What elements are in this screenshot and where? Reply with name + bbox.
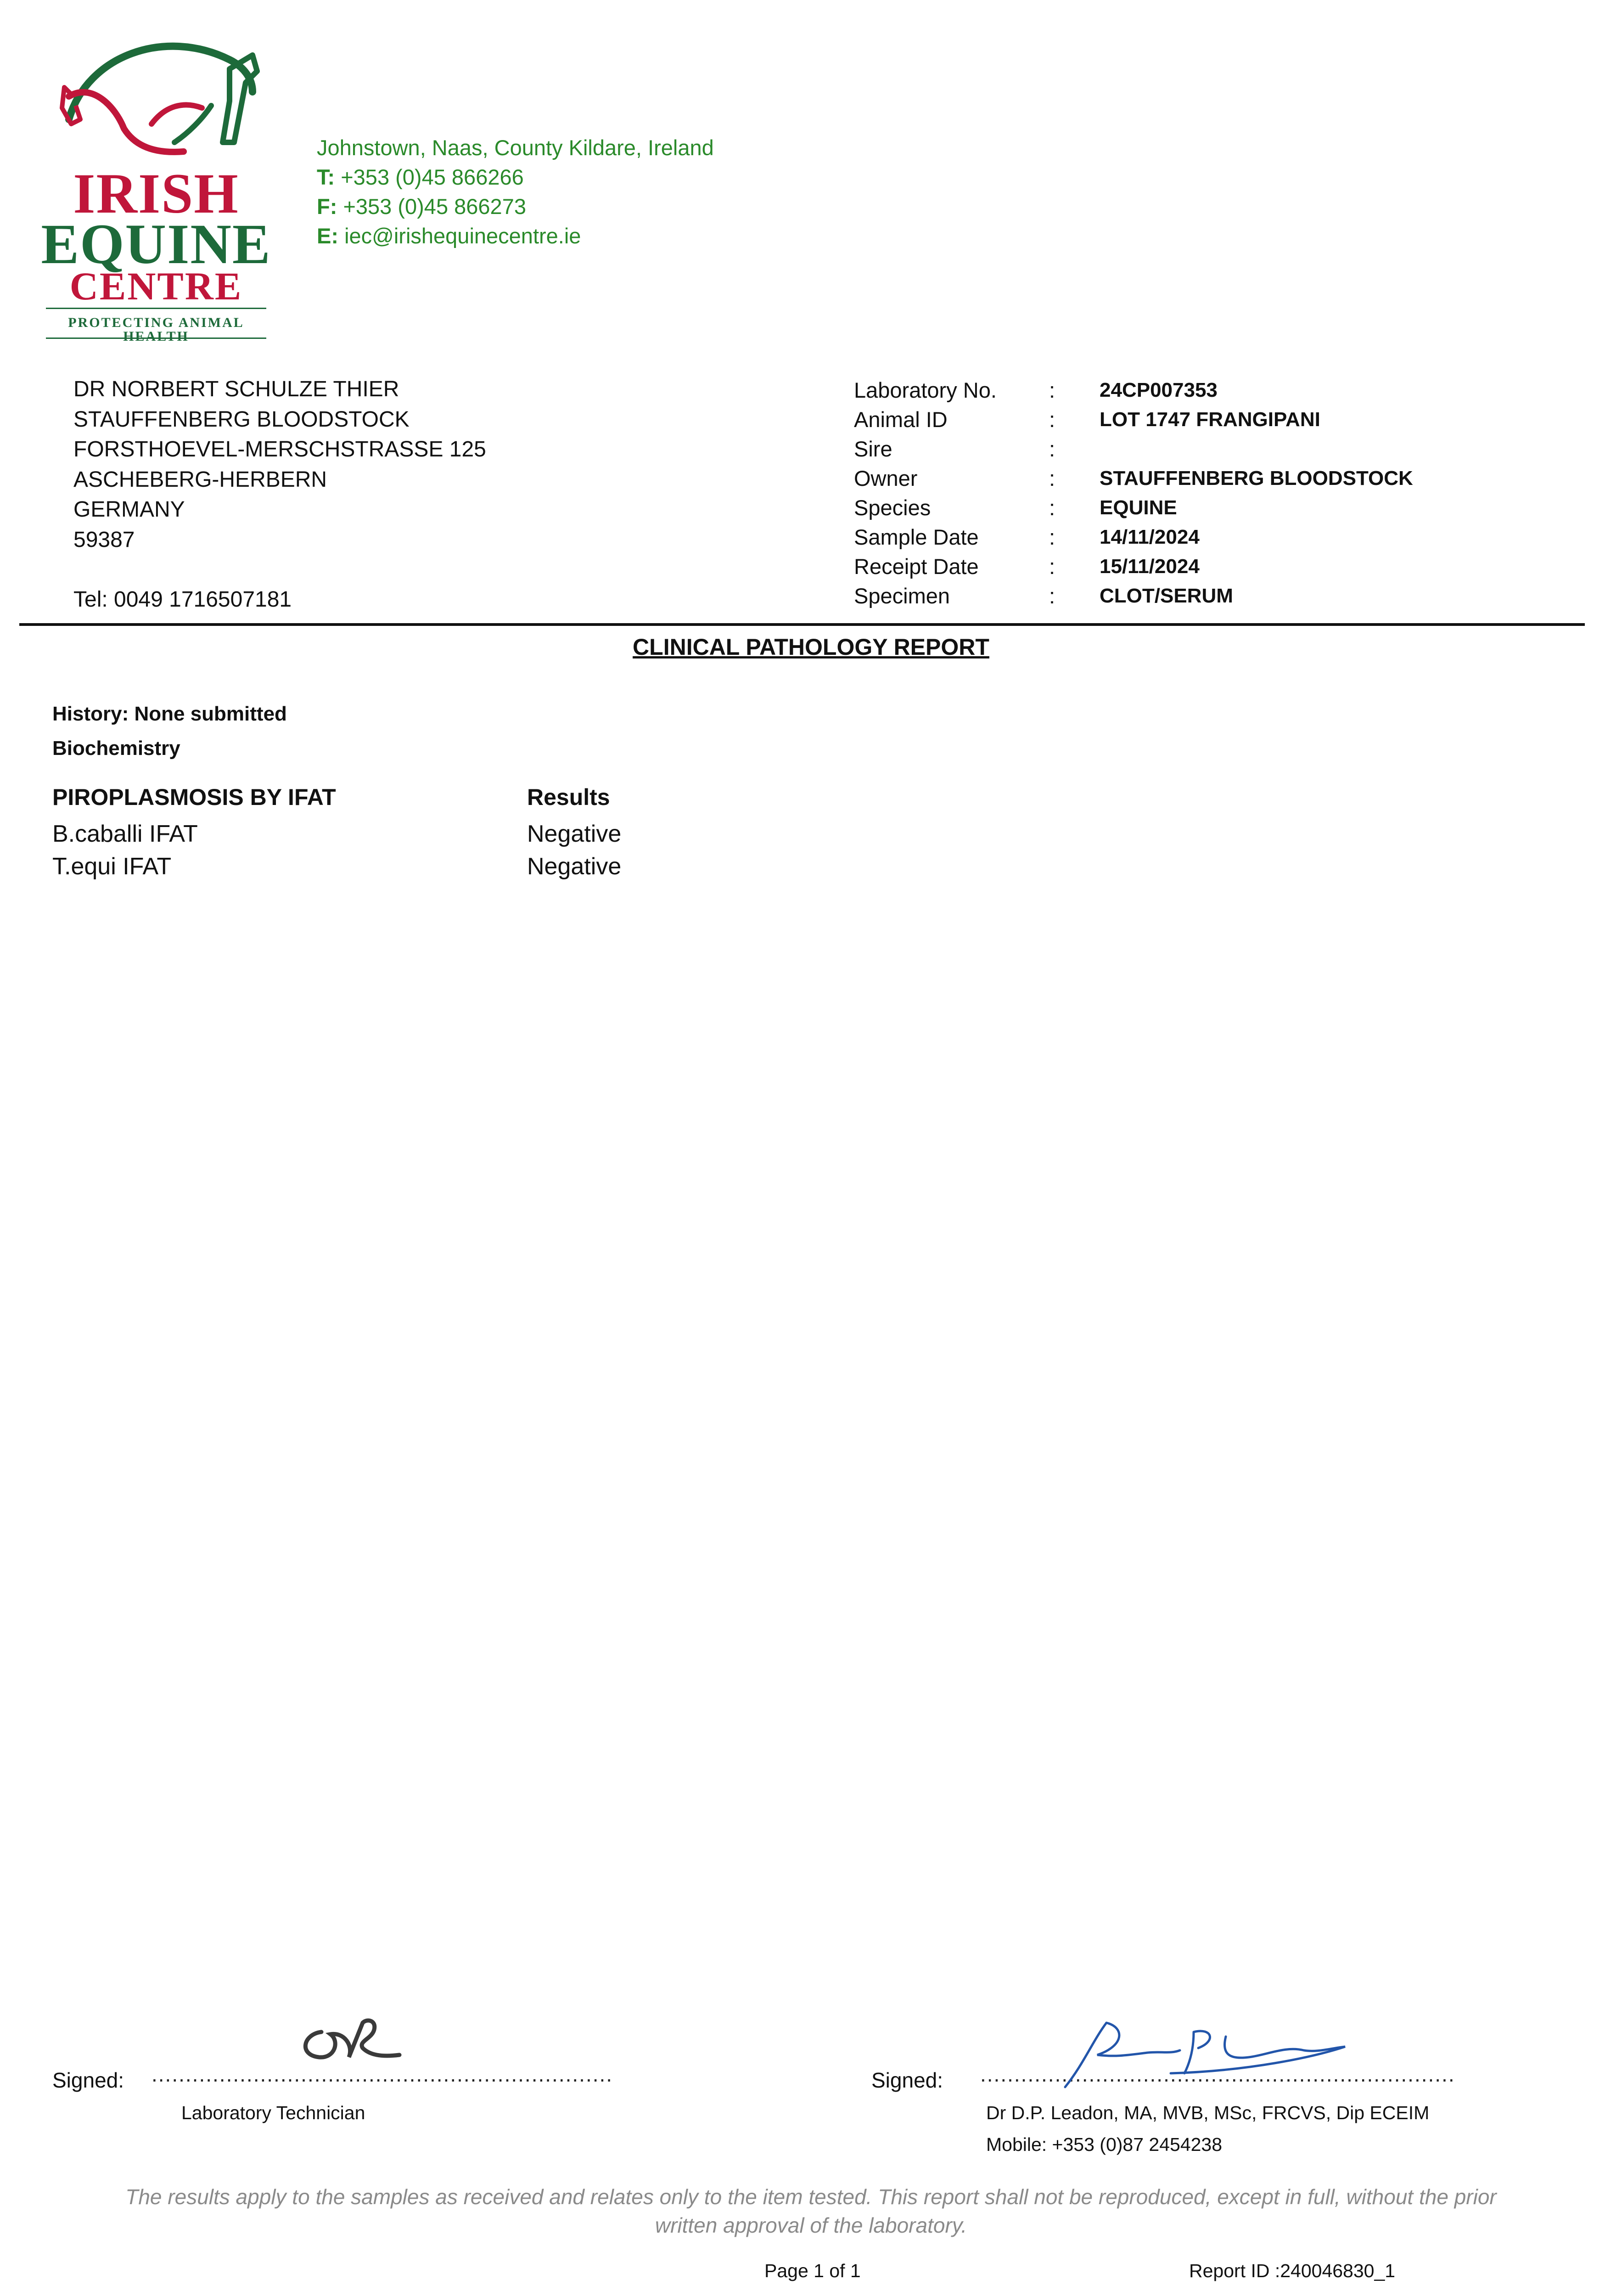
test-header: PIROPLASMOSIS BY IFAT (52, 784, 336, 810)
logo-centre: CENTRE (69, 264, 243, 308)
meta-label: Specimen (854, 584, 950, 608)
recipient-line: 59387 (73, 527, 135, 552)
meta-colon: : (1049, 437, 1055, 461)
section-title: Biochemistry (52, 737, 180, 760)
meta-colon: : (1049, 466, 1055, 490)
report-title: CLINICAL PATHOLOGY REPORT (633, 634, 989, 660)
test-result: Negative (527, 853, 622, 880)
meta-label: Animal ID (854, 407, 948, 432)
meta-value: 14/11/2024 (1100, 526, 1200, 548)
recipient-line: FORSTHOEVEL-MERSCHSTRASSE 125 (73, 437, 486, 461)
signature-line-left: .................................................................... (152, 2062, 613, 2086)
meta-value: STAUFFENBERG BLOODSTOCK (1100, 467, 1413, 490)
meta-colon: : (1049, 378, 1055, 402)
signature-line-right: ...................................................................... (980, 2062, 1455, 2086)
lab-email: E: iec@irishequinecentre.ie (317, 224, 581, 248)
recipient-address (73, 374, 486, 615)
test-result: Negative (527, 821, 622, 847)
logo-irish: IRISH (73, 162, 239, 225)
recipient-line: GERMANY (73, 497, 185, 522)
lab-address: Johnstown, Naas, County Kildare, Ireland (317, 135, 714, 160)
disclaimer: The results apply to the samples as received and relates only to the item tested. This report shall not be reproduced, except in full, without the prior written approval of the laboratory. (125, 2185, 1497, 2237)
meta-label: Sire (854, 437, 892, 461)
history: History: None submitted (52, 703, 287, 725)
meta-value: 15/11/2024 (1100, 555, 1200, 578)
recipient-line: ASCHEBERG-HERBERN (73, 467, 327, 492)
logo-tagline: PROTECTING ANIMAL HEALTH (68, 315, 244, 344)
page-number: Page 1 of 1 (764, 2260, 861, 2281)
signed-label-left: Signed: (52, 2068, 124, 2092)
lab-logo (37, 28, 275, 344)
technician-signature-icon (294, 2014, 413, 2069)
result-header: Results (527, 784, 610, 810)
meta-colon: : (1049, 584, 1055, 608)
meta-label: Species (854, 495, 931, 520)
report-id: Report ID :240046830_1 (1189, 2260, 1396, 2281)
meta-colon: : (1049, 407, 1055, 432)
vet-name: Dr D.P. Leadon, MA, MVB, MSc, FRCVS, Dip ECEIM (986, 2102, 1430, 2123)
test-name: T.equi IFAT (52, 853, 172, 880)
meta-value: EQUINE (1100, 496, 1177, 519)
meta-label: Owner (854, 466, 918, 490)
test-name: B.caballi IFAT (52, 821, 198, 847)
meta-value: CLOT/SERUM (1100, 585, 1233, 607)
technician-role: Laboratory Technician (181, 2102, 365, 2123)
recipient-tel: Tel: 0049 1716507181 (73, 587, 292, 612)
logo-divider (46, 338, 266, 339)
meta-value: 24CP007353 (1100, 379, 1218, 401)
meta-colon: : (1049, 495, 1055, 520)
vet-signature-icon (1056, 2014, 1386, 2092)
recipient-line: STAUFFENBERG BLOODSTOCK (73, 407, 410, 432)
meta-label: Sample Date (854, 525, 979, 549)
lab-fax: F: +353 (0)45 866273 (317, 194, 526, 219)
meta-label: Receipt Date (854, 554, 979, 579)
vet-mobile: Mobile: +353 (0)87 2454238 (986, 2134, 1223, 2155)
signed-label-right: Signed: (871, 2068, 943, 2092)
lab-contact (317, 133, 714, 251)
meta-label: Laboratory No. (854, 378, 997, 402)
logo-divider (46, 308, 266, 309)
meta-colon: : (1049, 554, 1055, 579)
recipient-line: DR NORBERT SCHULZE THIER (73, 377, 399, 401)
header-divider (19, 623, 1585, 626)
logo-equine: EQUINE (41, 213, 271, 276)
meta-colon: : (1049, 525, 1055, 549)
meta-value: LOT 1747 FRANGIPANI (1100, 408, 1320, 431)
lab-phone: T: +353 (0)45 866266 (317, 165, 524, 189)
horse-logo-icon (37, 28, 275, 165)
